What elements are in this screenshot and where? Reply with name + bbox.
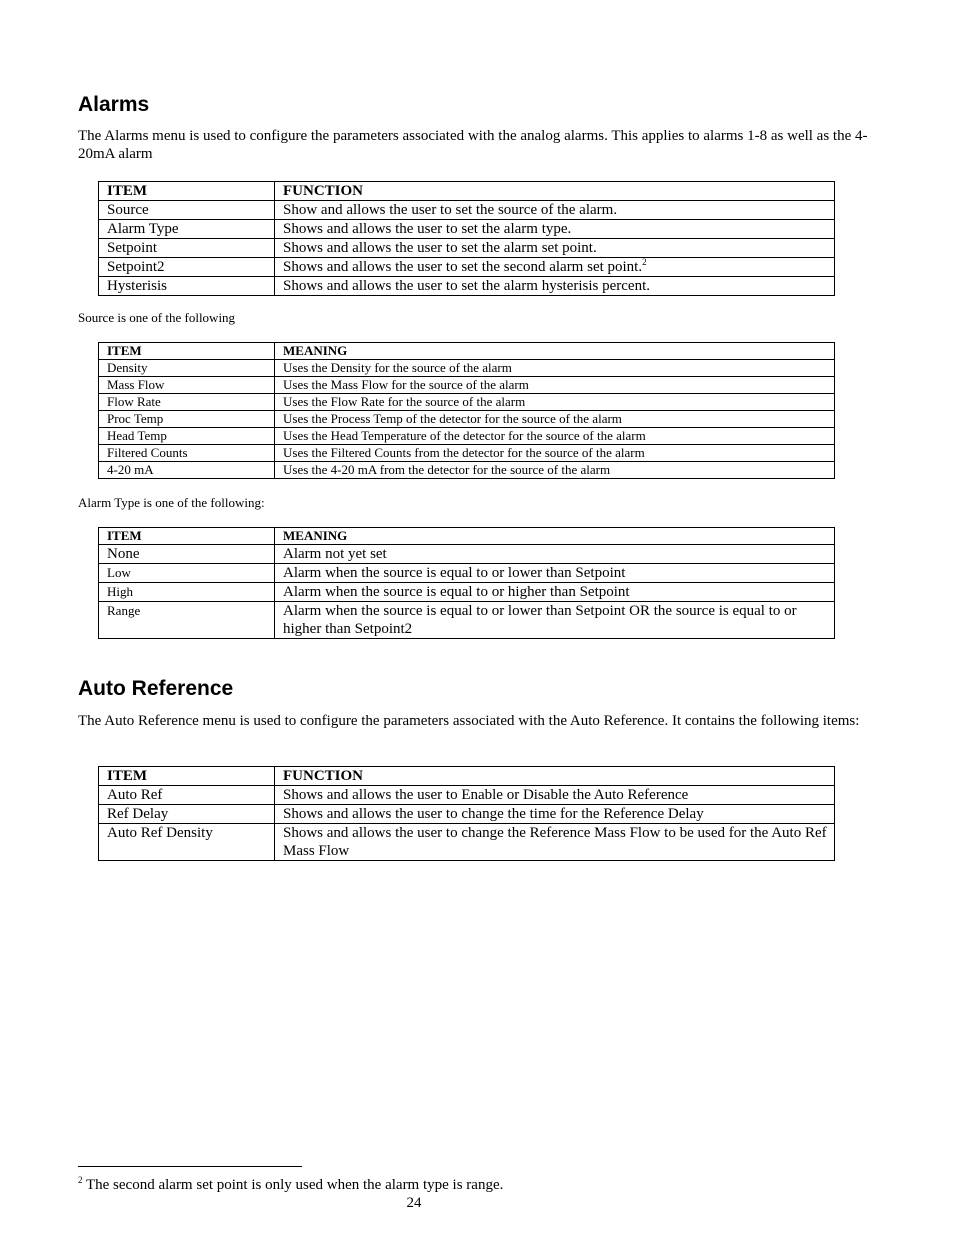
table-row (99, 360, 835, 377)
table-row (99, 462, 835, 479)
table-cell-item: Auto Ref (99, 786, 275, 805)
table-row (99, 411, 835, 428)
table-cell-meaning: Alarm when the source is equal to or higher than Setpoint (275, 583, 835, 602)
table-row (99, 394, 835, 411)
table-cell-item: None (99, 545, 275, 564)
page-number: 24 (406, 1195, 422, 1211)
table-cell-meaning: Uses the Head Temperature of the detector for the source of the alarm (275, 428, 835, 445)
table-header-cell: MEANING (275, 528, 835, 545)
auto-reference-table (98, 766, 835, 861)
table-row (99, 805, 835, 824)
auto-reference-intro: The Auto Reference menu is used to configure the parameters associated with the Auto Reference. It contains the following items: (78, 713, 860, 729)
footnote-separator (78, 1166, 302, 1167)
table-header-cell: FUNCTION (275, 182, 835, 201)
table-cell-item: Alarm Type (99, 220, 275, 239)
source-caption: Source is one of the following (78, 310, 236, 325)
table-cell-function: Shows and allows the user to Enable or Disable the Auto Reference (275, 786, 835, 805)
table-row (99, 277, 835, 296)
table-cell-meaning: Uses the Mass Flow for the source of the alarm (275, 377, 835, 394)
table-cell-item: Hysterisis (99, 277, 275, 296)
table-cell-item: Range (99, 602, 275, 639)
table-cell-function: Shows and allows the user to set the alarm type. (275, 220, 835, 239)
table-cell-meaning: Uses the Density for the source of the alarm (275, 360, 835, 377)
table-cell-item: Density (99, 360, 275, 377)
table-row (99, 428, 835, 445)
table-cell-item: High (99, 583, 275, 602)
table-cell-item: Proc Temp (99, 411, 275, 428)
table-row (99, 239, 835, 258)
table-row (99, 583, 835, 602)
table-header-cell: MEANING (275, 343, 835, 360)
alarm-type-caption: Alarm Type is one of the following: (78, 495, 265, 510)
table-header-cell: FUNCTION (275, 767, 835, 786)
auto-reference-heading: Auto Reference (78, 677, 234, 700)
table-row (99, 445, 835, 462)
table-row (99, 824, 835, 861)
table-cell-item: Setpoint (99, 239, 275, 258)
table-cell-item: Head Temp (99, 428, 275, 445)
table-cell-meaning: Alarm not yet set (275, 545, 835, 564)
table-row (99, 564, 835, 583)
table-header-cell: ITEM (99, 343, 275, 360)
table-cell-item: Setpoint2 (99, 258, 275, 277)
footnote-reference[interactable]: 2 (642, 257, 647, 267)
table-row (99, 786, 835, 805)
table-header-row (99, 182, 835, 201)
table-cell-item: Flow Rate (99, 394, 275, 411)
alarm-type-table (98, 527, 835, 639)
alarms-intro: The Alarms menu is used to configure the parameters associated with the analog alarms. This applies to alarms 1-8 as well as the 4-20mA alarm (78, 128, 868, 162)
table-header-cell: ITEM (99, 182, 275, 201)
table-cell-meaning: Uses the 4-20 mA from the detector for the source of the alarm (275, 462, 835, 479)
table-cell-meaning: Alarm when the source is equal to or lower than Setpoint OR the source is equal to or higher than Setpoint2 (275, 602, 835, 639)
alarms-table (98, 181, 835, 296)
table-cell-item: Filtered Counts (99, 445, 275, 462)
table-cell-item: Low (99, 564, 275, 583)
table-row (99, 220, 835, 239)
table-cell-function: Shows and allows the user to set the alarm set point. (275, 239, 835, 258)
table-row (99, 258, 835, 277)
table-header-cell: ITEM (99, 767, 275, 786)
table-cell-item: Ref Delay (99, 805, 275, 824)
table-cell-item: Source (99, 201, 275, 220)
table-cell-item: Auto Ref Density (99, 824, 275, 861)
alarms-heading: Alarms (78, 93, 150, 116)
table-row (99, 545, 835, 564)
source-table (98, 342, 835, 479)
footnote (78, 1176, 503, 1194)
table-header-row (99, 767, 835, 786)
table-cell-function: Shows and allows the user to change the time for the Reference Delay (275, 805, 835, 824)
table-header-row (99, 528, 835, 545)
table-cell-item: 4-20 mA (99, 462, 275, 479)
setpoint2-function-text: Shows and allows the user to set the second alarm set point. (283, 259, 643, 275)
table-cell-meaning: Uses the Flow Rate for the source of the alarm (275, 394, 835, 411)
table-cell-meaning: Uses the Filtered Counts from the detector for the source of the alarm (275, 445, 835, 462)
table-cell-meaning: Uses the Process Temp of the detector for the source of the alarm (275, 411, 835, 428)
table-header-row (99, 343, 835, 360)
table-cell-meaning: Alarm when the source is equal to or lower than Setpoint (275, 564, 835, 583)
table-row (99, 602, 835, 639)
table-cell-item: Mass Flow (99, 377, 275, 394)
table-cell-function (275, 258, 835, 277)
table-cell-function: Show and allows the user to set the source of the alarm. (275, 201, 835, 220)
footnote-text: The second alarm set point is only used when the alarm type is range. (85, 1177, 504, 1193)
footnote-number: 2 (78, 1175, 83, 1185)
table-header-cell: ITEM (99, 528, 275, 545)
table-row (99, 201, 835, 220)
table-cell-function: Shows and allows the user to change the Reference Mass Flow to be used for the Auto Ref Mass Flow (275, 824, 835, 861)
table-row (99, 377, 835, 394)
table-cell-function: Shows and allows the user to set the alarm hysterisis percent. (275, 277, 835, 296)
